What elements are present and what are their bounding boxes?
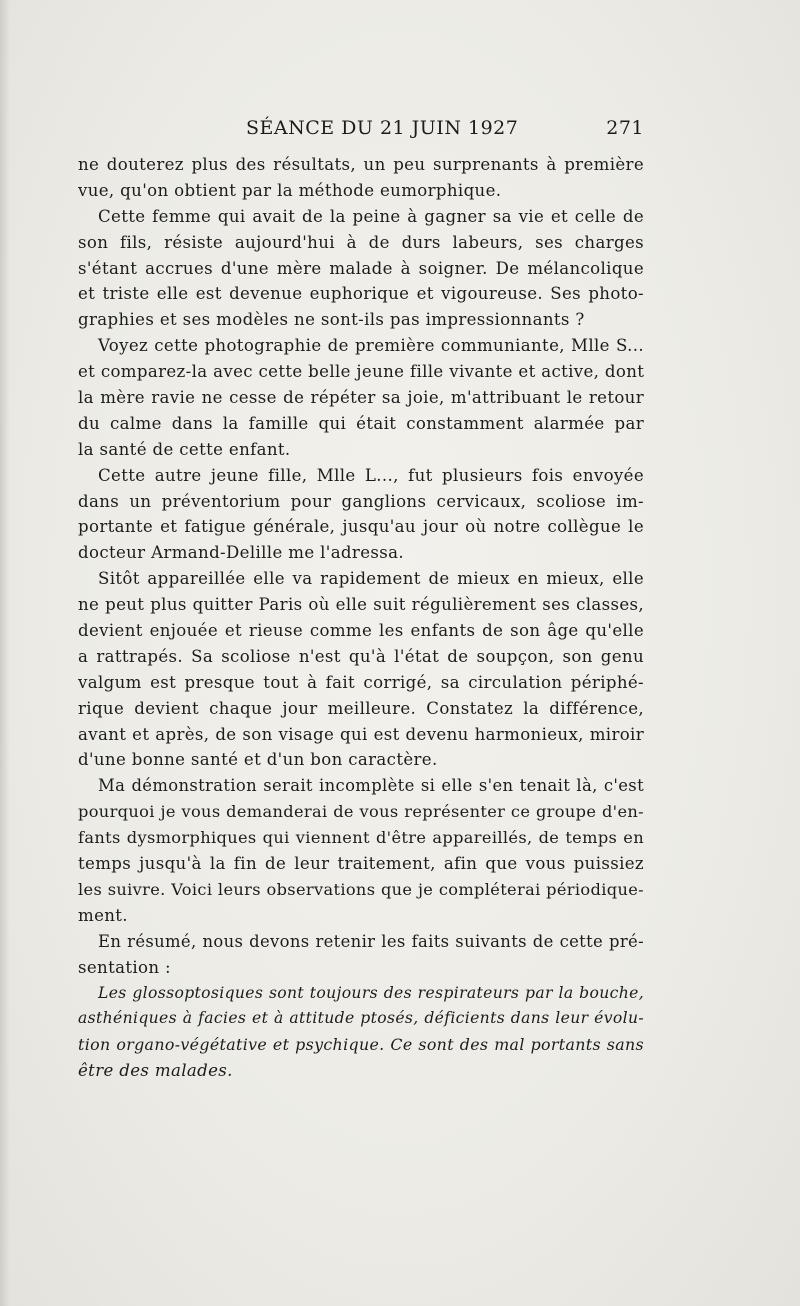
body-text	[78, 152, 644, 1084]
text-line: ment.	[78, 905, 128, 925]
page-header	[78, 117, 644, 147]
text-line: rique devient chaque jour meilleure. Constatez la différence,	[78, 698, 644, 718]
text-line: et triste elle est devenue euphorique et vigoureuse. Ses photo-	[78, 284, 644, 304]
text-line: du calme dans la famille qui était constamment alarmée par	[78, 413, 644, 433]
text-line: pourquoi je vous demanderai de vous représenter ce groupe d'en-	[78, 802, 644, 822]
text-line: s'étant accrues d'une mère malade à soigner. De mélancolique	[78, 258, 644, 278]
text-line: devient enjouée et rieuse comme les enfants de son âge qu'elle	[78, 621, 644, 641]
text-line: portante et fatigue générale, jusqu'au jour où notre collègue le	[78, 517, 644, 537]
text-line: dans un préventorium pour ganglions cervicaux, scoliose im-	[78, 491, 644, 511]
text-line: fants dysmorphiques qui viennent d'être appareillés, de temps en	[78, 828, 644, 848]
text-line: avant et après, de son visage qui est devenu harmonieux, miroir	[78, 724, 644, 744]
text-line: d'une bonne santé et d'un bon caractère.	[78, 750, 438, 770]
text-line: graphies et ses modèles ne sont-ils pas impressionnants ?	[78, 310, 585, 330]
text-line: ne douterez plus des résultats, un peu surprenants à première	[78, 155, 644, 174]
running-head: SÉANCE DU 21 JUIN 1927	[246, 117, 519, 139]
page-number: 271	[606, 117, 644, 139]
text-line: Cette femme qui avait de la peine à gagner sa vie et celle de	[98, 206, 644, 226]
text-line: Cette autre jeune fille, Mlle L..., fut plusieurs fois envoyée	[98, 465, 644, 485]
text-line: et comparez-la avec cette belle jeune fille vivante et active, dont	[78, 362, 645, 382]
text-line: valgum est presque tout à fait corrigé, sa circulation périphé-	[78, 672, 644, 692]
text-line: ne peut plus quitter Paris où elle suit régulièrement ses classes,	[78, 595, 644, 615]
text-line: asthéniques à facies et à attitude ptosés, déficients dans leur évolu-	[78, 1009, 644, 1028]
text-line: sentation :	[78, 957, 171, 977]
text-line: son fils, résiste aujourd'hui à de durs labeurs, ses charges	[78, 232, 644, 252]
text-line: Sitôt appareillée elle va rapidement de mieux en mieux, elle	[98, 569, 644, 589]
text-line: Ma démonstration serait incomplète si elle s'en tenait là, c'est	[98, 776, 644, 796]
text-line: Les glossoptosiques sont toujours des respirateurs par la bouche,	[98, 983, 644, 1002]
text-line: la mère ravie ne cesse de répéter sa joie, m'attribuant le retour	[78, 388, 644, 408]
text-line: Voyez cette photographie de première communiante, Mlle S...	[98, 336, 644, 356]
text-line: temps jusqu'à la fin de leur traitement, afin que vous puissiez	[78, 854, 644, 874]
text-line: vue, qu'on obtient par la méthode eumorphique.	[78, 180, 502, 200]
text-line: En résumé, nous devons retenir les faits suivants de cette pré-	[98, 931, 644, 951]
text-line: la santé de cette enfant.	[78, 439, 291, 459]
text-line: être des malades.	[78, 1061, 233, 1081]
text-line: les suivre. Voici leurs observations que je compléterai périodique-	[78, 879, 644, 899]
text-line: docteur Armand-Delille me l'adressa.	[78, 543, 404, 563]
text-line: tion organo-végétative et psychique. Ce sont des mal portants sans	[78, 1035, 644, 1055]
text-line: a rattrapés. Sa scoliose n'est qu'à l'état de soupçon, son genu	[78, 646, 644, 666]
page-edge-shadow	[0, 0, 10, 1306]
